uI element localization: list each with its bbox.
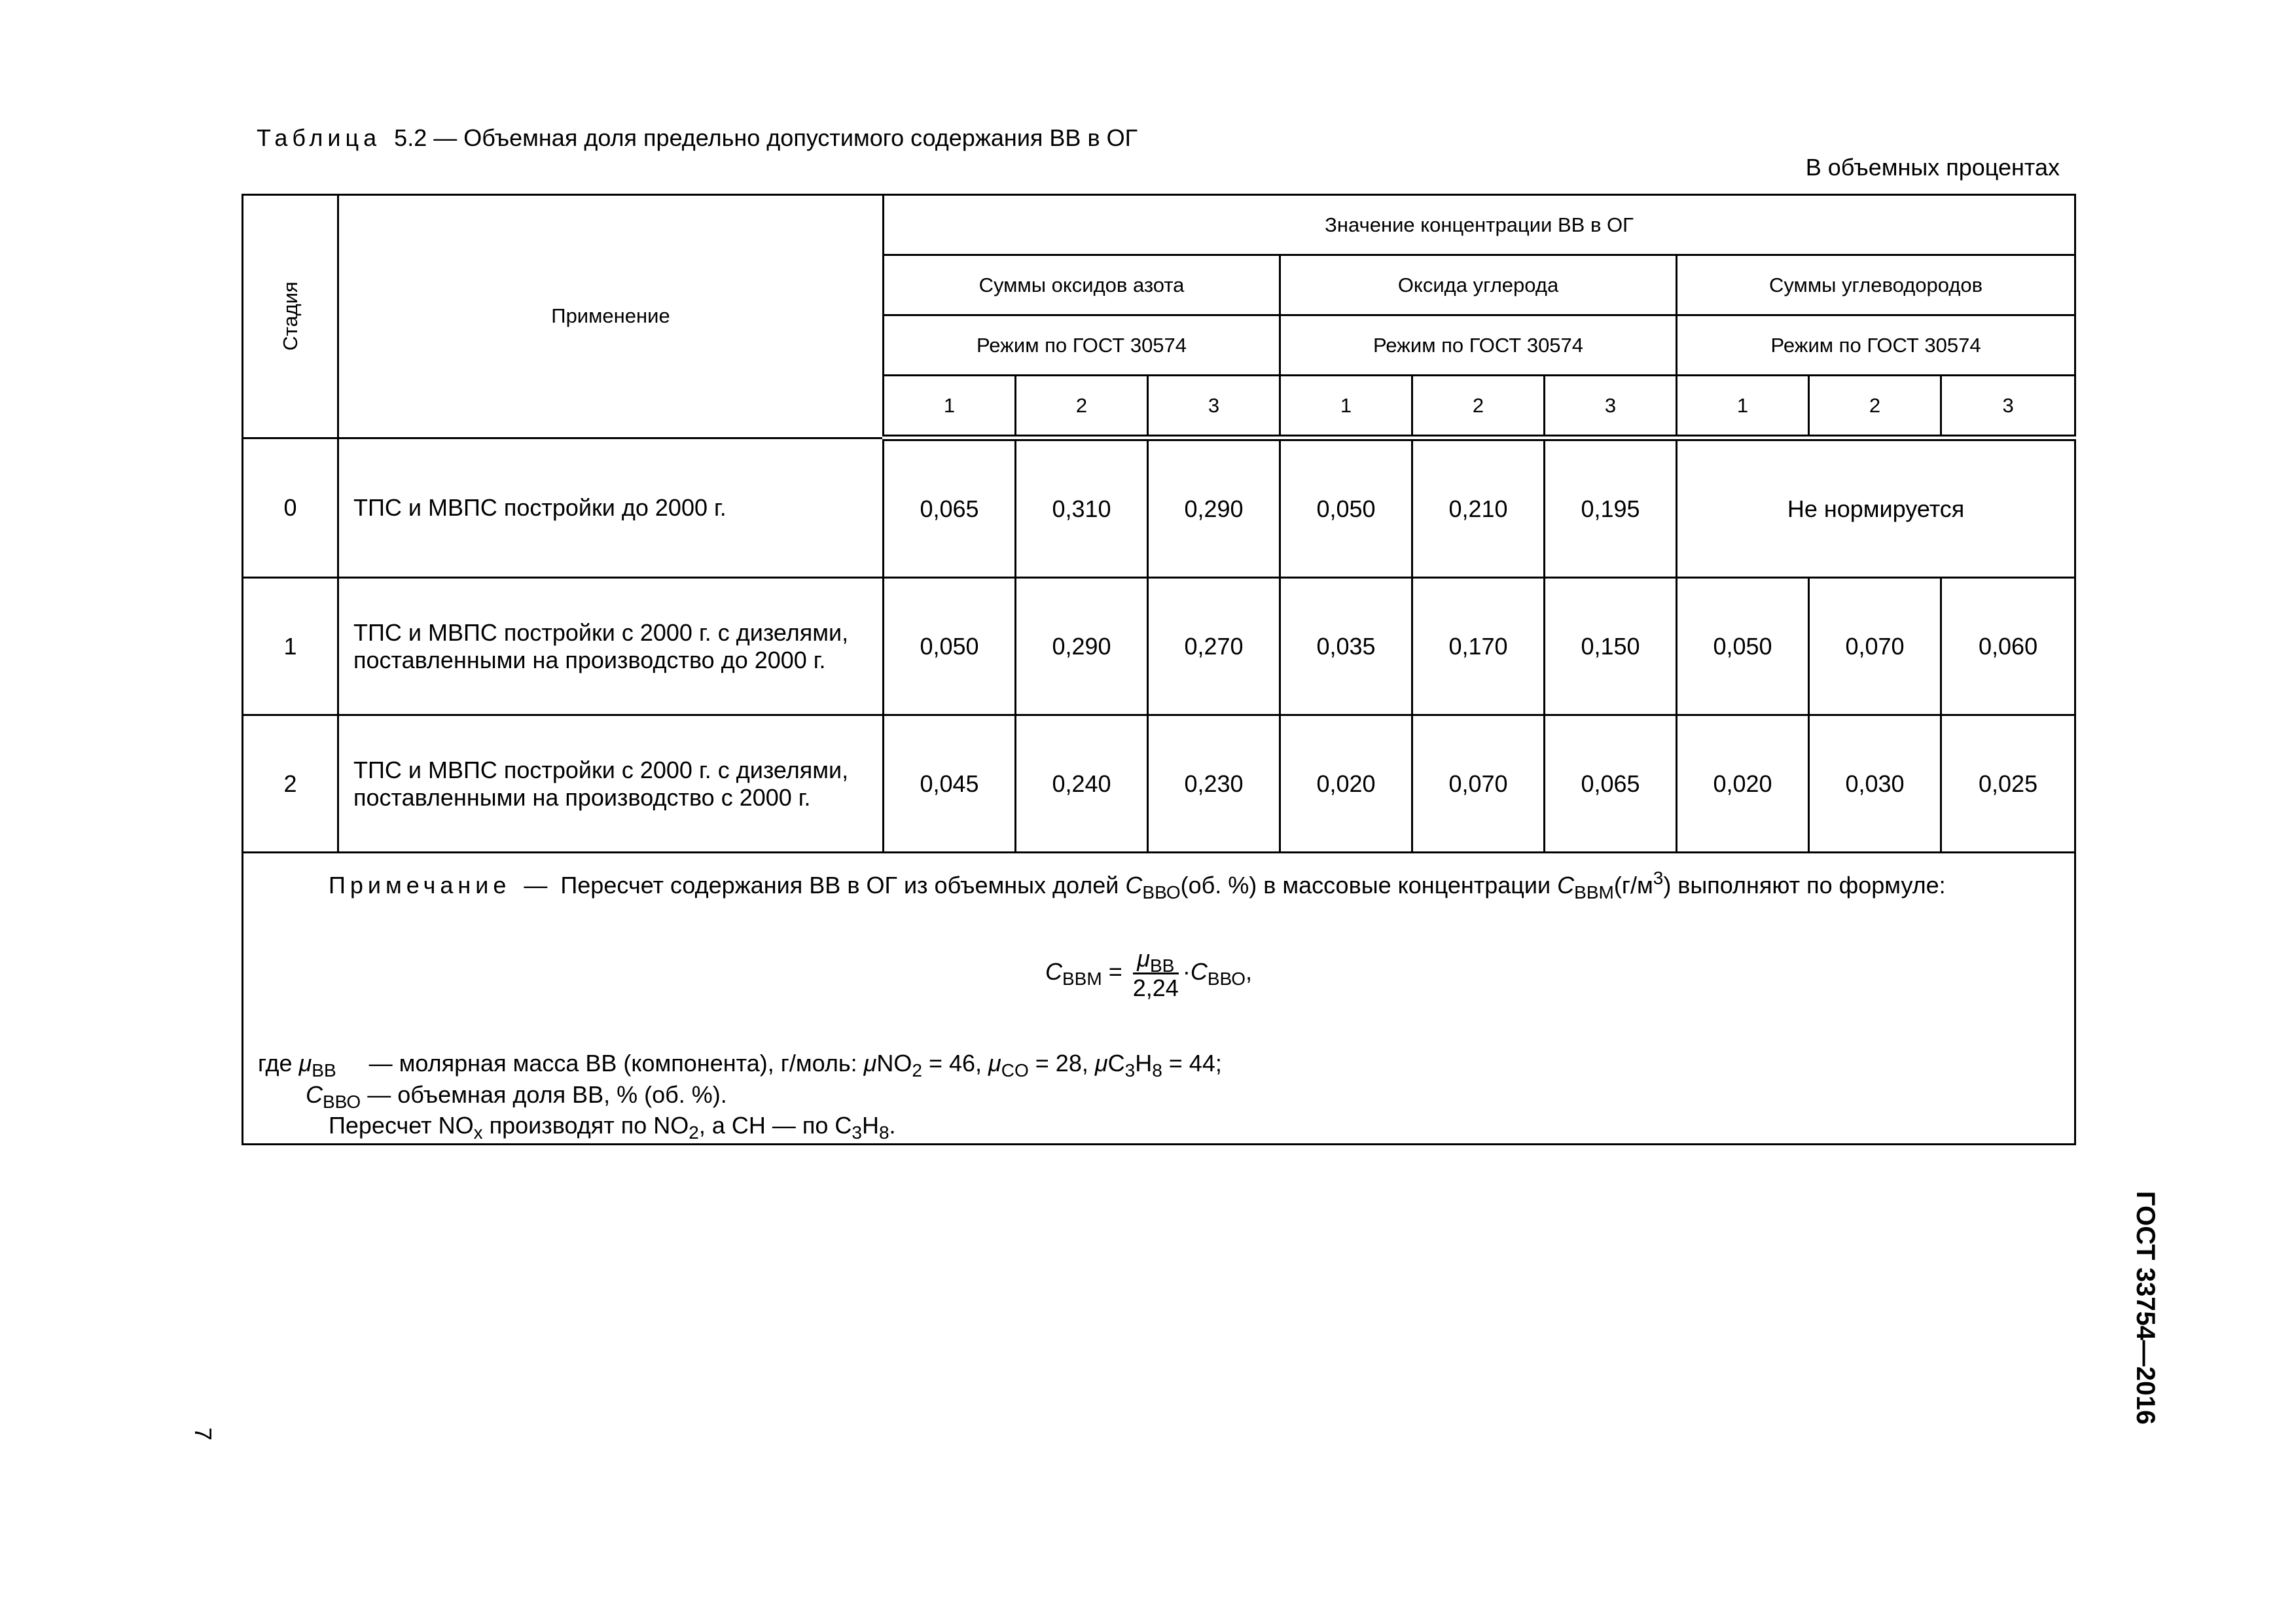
comma: , (1246, 958, 1253, 986)
formula-h: H (1135, 1050, 1153, 1077)
recalc-text: производят по NO (489, 1112, 689, 1139)
subscript: 3 (852, 1122, 862, 1143)
mode-number: 1 (884, 376, 1016, 438)
value-cell: 0,230 (1148, 715, 1280, 853)
multiply-dot: · (1182, 958, 1191, 986)
note-text: Пересчет содержания ВВ в ОГ из объемных долей (560, 872, 1119, 899)
period: . (889, 1112, 896, 1139)
header-group-co: Оксида углерода (1280, 255, 1677, 315)
symbol-c: C (1190, 958, 1208, 986)
formula-no: NO (876, 1050, 912, 1077)
recalc-text: Пересчет NO (329, 1112, 474, 1139)
fraction-denominator: 2,24 (1132, 974, 1179, 1001)
mode-number: 3 (1941, 376, 2075, 438)
formula-c: C (1107, 1050, 1125, 1077)
subscript: ВВО (1207, 969, 1246, 990)
equals-sign: = (1108, 958, 1122, 986)
superscript: 3 (1653, 868, 1664, 888)
page-number: 7 (190, 1427, 217, 1441)
value-c3h8: = 44; (1168, 1050, 1222, 1077)
note-text: (об. %) в массовые концентрации (1180, 872, 1551, 899)
standard-designation: ГОСТ 33754—2016 (2131, 1191, 2160, 1425)
application-cell (338, 715, 884, 853)
header-mode: Режим по ГОСТ 30574 (884, 315, 1280, 376)
fraction (1133, 945, 1179, 1002)
subscript: x (473, 1122, 483, 1143)
subscript: 2 (912, 1060, 922, 1080)
caption-text: 5.2 — Объемная доля предельно допустимого содержания ВВ в ОГ (394, 124, 1138, 151)
header-mode: Режим по ГОСТ 30574 (1280, 315, 1677, 376)
subscript: ВВО (323, 1092, 361, 1112)
recalc-text: , а CH — по C (698, 1112, 852, 1139)
mode-number: 2 (1016, 376, 1148, 438)
subscript: ВВ (1149, 955, 1175, 976)
symbol-mu: μ (1137, 945, 1150, 972)
symbol-mu: μ (298, 1050, 312, 1077)
subscript: ВВ (312, 1060, 336, 1080)
where-text: — объемная доля ВВ, % (об. %). (367, 1081, 727, 1108)
stage-cell: 1 (243, 578, 338, 715)
mode-number: 2 (1809, 376, 1941, 438)
value-cell: 0,070 (1809, 578, 1941, 715)
mode-number: 1 (1677, 376, 1809, 438)
value-cell: 0,050 (1280, 438, 1412, 578)
symbol-c: C (1125, 872, 1143, 899)
value-cell: 0,030 (1809, 715, 1941, 853)
conversion-formula (1045, 945, 1252, 1002)
units-label: В объемных процентах (1805, 154, 2060, 181)
where-line-3 (329, 1112, 896, 1143)
note-intro (329, 868, 1946, 902)
application-line: ТПС и МВПС постройки с 2000 г. с дизелями, (353, 756, 849, 783)
value-cell: 0,240 (1016, 715, 1148, 853)
value-cell: 0,070 (1412, 715, 1545, 853)
stage-cell: 2 (243, 715, 338, 853)
table-row (243, 438, 2075, 578)
value-cell: 0,060 (1941, 578, 2075, 715)
application-line: поставленными на производство до 2000 г. (353, 646, 826, 673)
where-prefix: где (258, 1050, 293, 1077)
value-cell: 0,035 (1280, 578, 1412, 715)
table-caption (257, 124, 1138, 152)
caption-prefix: Таблица (257, 124, 382, 151)
subscript: ВВМ (1062, 969, 1102, 990)
header-application: Применение (338, 195, 884, 438)
note-label: Примечание (329, 872, 511, 899)
value-cell: 0,020 (1677, 715, 1809, 853)
header-concentration: Значение концентрации ВВ в ОГ (884, 195, 2075, 255)
value-cell: 0,050 (1677, 578, 1809, 715)
mode-number: 1 (1280, 376, 1412, 438)
formula-h: H (861, 1112, 879, 1139)
symbol-c: C (1557, 872, 1575, 899)
value-no2: = 46, (928, 1050, 982, 1077)
subscript: 3 (1124, 1060, 1136, 1080)
where-line-2 (306, 1081, 727, 1112)
symbol-c: C (1045, 958, 1062, 986)
where-text: — молярная масса ВВ (компонента), г/моль: (368, 1050, 857, 1077)
fraction-numerator (1133, 945, 1179, 974)
value-cell: 0,290 (1148, 438, 1280, 578)
header-mode: Режим по ГОСТ 30574 (1677, 315, 2075, 376)
value-co: = 28, (1035, 1050, 1088, 1077)
table-row (243, 715, 2075, 853)
application-cell: ТПС и МВПС постройки до 2000 г. (338, 438, 884, 578)
where-line-1 (258, 1050, 1222, 1080)
application-line: ТПС и МВПС постройки с 2000 г. с дизелями, (353, 618, 849, 646)
subscript: ВВО (1142, 882, 1181, 902)
value-cell: 0,150 (1545, 578, 1677, 715)
stage-cell: 0 (243, 438, 338, 578)
header-group-nox: Суммы оксидов азота (884, 255, 1280, 315)
value-cell: 0,065 (884, 438, 1016, 578)
subscript: 8 (1152, 1060, 1162, 1080)
note-row (243, 853, 2075, 1145)
symbol-mu: μ (863, 1050, 877, 1077)
value-cell: 0,065 (1545, 715, 1677, 853)
application-line: поставленными на производство с 2000 г. (353, 783, 811, 811)
value-cell: 0,020 (1280, 715, 1412, 853)
table-row (243, 578, 2075, 715)
mode-number: 3 (1148, 376, 1280, 438)
subscript: ВВМ (1574, 882, 1614, 902)
header-group-ch: Суммы углеводородов (1677, 255, 2075, 315)
symbol-mu: μ (988, 1050, 1001, 1077)
value-cell: 0,025 (1941, 715, 2075, 853)
note-dash: — (524, 872, 548, 899)
symbol-c: C (306, 1081, 323, 1108)
mode-number: 3 (1545, 376, 1677, 438)
value-cell: 0,290 (1016, 578, 1148, 715)
value-cell: 0,170 (1412, 578, 1545, 715)
header-stage-label: Стадия (278, 281, 302, 351)
value-cell: 0,310 (1016, 438, 1148, 578)
value-cell: 0,270 (1148, 578, 1280, 715)
note-text: ) выполняют по формуле: (1663, 872, 1946, 899)
mode-number: 2 (1412, 376, 1545, 438)
subscript: 2 (689, 1122, 699, 1143)
not-regulated-cell: Не нормируется (1677, 438, 2075, 578)
concentration-table (242, 194, 2076, 1145)
value-cell: 0,050 (884, 578, 1016, 715)
subscript: CO (1001, 1060, 1029, 1080)
value-cell: 0,045 (884, 715, 1016, 853)
value-cell: 0,210 (1412, 438, 1545, 578)
note-cell (243, 853, 2075, 1145)
symbol-mu: μ (1094, 1050, 1108, 1077)
header-stage (243, 195, 338, 438)
application-cell (338, 578, 884, 715)
subscript: 8 (878, 1122, 889, 1143)
note-text: (г/м (1613, 872, 1653, 899)
value-cell: 0,195 (1545, 438, 1677, 578)
